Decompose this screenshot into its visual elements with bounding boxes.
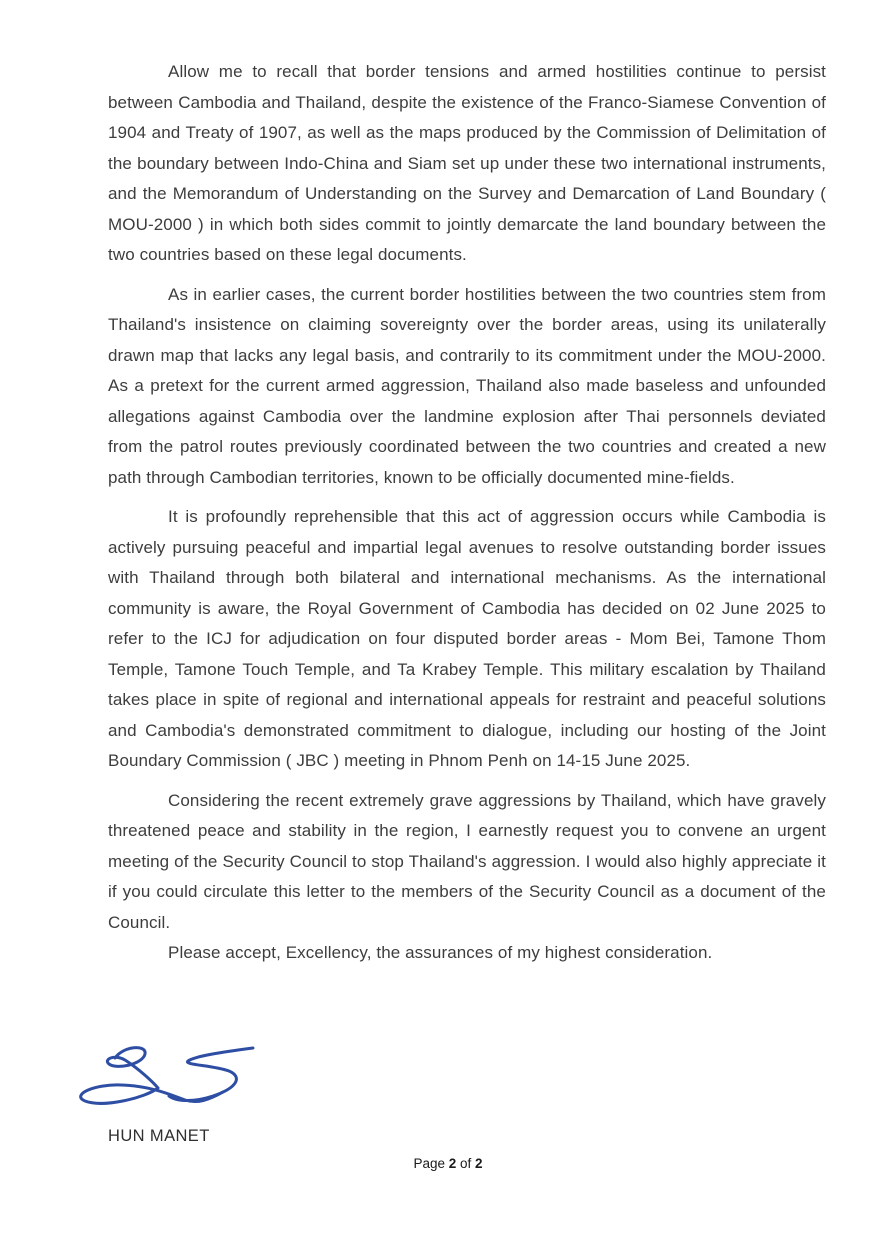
- signature-stroke-flourish: [169, 1048, 253, 1101]
- footer-page-number: 2: [448, 1156, 457, 1171]
- closing-line: Please accept, Excellency, the assurances of my highest consideration.: [168, 943, 713, 962]
- letter-paragraph: As in earlier cases, the current border hostilities between the two countries stem from Thailand's insistence on claiming sovereignty over the border areas, using its unilaterally drawn map that lacks any legal basis, and contrarily to its commitment under the MOU-2000. As a pretext for the current armed aggression, Thailand also made baseless and unfounded allegations against Cambodia over the landmine explosion after Thai personnels deviated from the patrol routes previously coordinated between the two countries and created a new path through Cambodian territories, known to be officially documented mine-fields.: [108, 284, 826, 487]
- letter-body: [108, 57, 826, 969]
- footer-page-word: Page: [413, 1156, 445, 1171]
- letter-paragraph: Allow me to recall that border tensions and armed hostilities continue to persist between Cambodia and Thailand, despite the existence of the Franco-Siamese Convention of 1904 and Treaty of 1907, as well as the maps produced by the Commission of Delimitation of the boundary between Indo-China and Siam set up under these two international instruments, and the Memorandum of Understanding on the Survey and Demarcation of Land Boundary ( MOU-2000 ) in which both sides commit to jointly demarcate the land boundary between the two countries based on these legal documents.: [108, 62, 826, 264]
- signature: [68, 1038, 278, 1118]
- letter-paragraph: It is profoundly reprehensible that this act of aggression occurs while Cambodia is actively pursuing peaceful and impartial legal avenues to resolve outstanding border issues with Thailand through both bilateral and international mechanisms. As the international community is aware, the Royal Government of Cambodia has decided on 02 June 2025 to refer to the ICJ for adjudication on four disputed border areas - Mom Bei, Tamone Thom Temple, Tamone Touch Temple, and Ta Krabey Temple. This military escalation by Thailand takes place in spite of regional and international appeals for restraint and peaceful solutions and Cambodia's demonstrated commitment to dialogue, including our hosting of the Joint Boundary Commission ( JBC ) meeting in Phnom Penh on 14-15 June 2025.: [108, 507, 826, 770]
- letter-paragraph: Considering the recent extremely grave aggressions by Thailand, which have gravely threatened peace and stability in the region, I earnestly request you to convene an urgent meeting of the Security Council to stop Thailand's aggression. I would also highly appreciate it if you could circulate this letter to the members of the Security Council as a document of the Council.: [108, 790, 826, 932]
- page-footer: [0, 1156, 896, 1171]
- footer-of-word: of: [460, 1156, 472, 1171]
- signatory-name: HUN MANET: [108, 1127, 210, 1145]
- signature-scribble-icon: [68, 1038, 278, 1118]
- footer-total-pages: 2: [475, 1156, 483, 1171]
